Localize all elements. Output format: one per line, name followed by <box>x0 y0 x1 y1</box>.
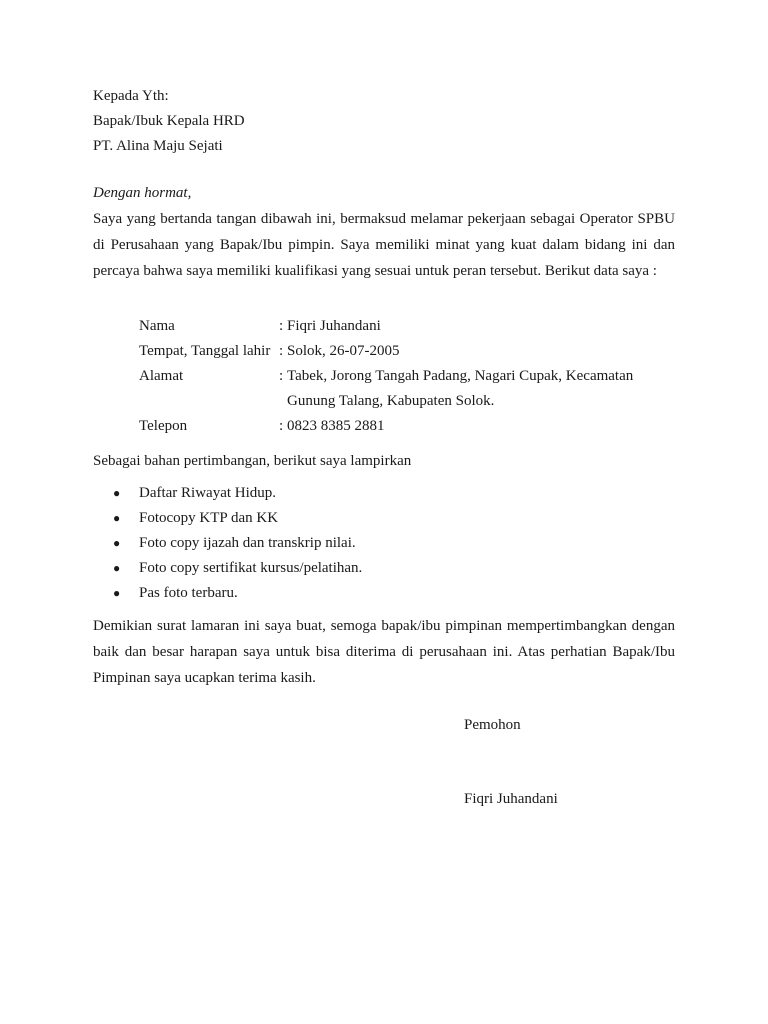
data-row-phone <box>139 414 677 439</box>
data-value: Tabek, Jorong Tangah Padang, Nagari Cupak, Kecamatan Gunung Talang, Kabupaten Solok. <box>287 368 634 409</box>
data-colon: : <box>279 343 284 359</box>
attachments-list <box>113 481 362 606</box>
list-item <box>113 556 362 581</box>
salutation: Dengan hormat, <box>93 185 192 201</box>
bullet-icon: ● <box>113 486 121 500</box>
data-row-address <box>139 364 677 414</box>
recipient-line-2: Bapak/Ibuk Kepala HRD <box>93 113 245 129</box>
data-colon: : <box>279 318 284 334</box>
data-label: Alamat <box>139 368 184 384</box>
signature-role: Pemohon <box>464 717 521 733</box>
closing-paragraph: Demikian surat lamaran ini saya buat, semoga bapak/ibu pimpinan mempertimbangkan dengan baik dan besar harapan saya untuk bisa diterima di perusahaan ini. Atas perhatian Bapak/Ibu Pimpinan saya ucapkan terima kasih. <box>93 618 675 686</box>
recipient-line-1: Kepada Yth: <box>93 88 169 104</box>
bullet-icon: ● <box>113 536 121 550</box>
signature-name: Fiqri Juhandani <box>464 791 558 807</box>
intro-paragraph: Saya yang bertanda tangan dibawah ini, bermaksud melamar pekerjaan sebagai Operator SPBU di Perusahaan yang Bapak/Ibu pimpin. Saya memiliki minat yang kuat dalam bidang ini dan percaya bahwa saya memiliki kualifikasi yang sesuai untuk peran tersebut. Berikut data saya : <box>93 211 675 279</box>
bullet-icon: ● <box>113 586 121 600</box>
list-item-text: Fotocopy KTP dan KK <box>139 510 279 526</box>
bullet-icon: ● <box>113 511 121 525</box>
data-row-name <box>139 314 677 339</box>
data-colon: : <box>279 368 284 384</box>
list-item <box>113 531 362 556</box>
recipient-line-3: PT. Alina Maju Sejati <box>93 138 223 154</box>
data-label: Nama <box>139 318 175 334</box>
data-value: 0823 8385 2881 <box>287 418 385 434</box>
attachments-intro: Sebagai bahan pertimbangan, berikut saya lampirkan <box>93 453 412 469</box>
data-value: Fiqri Juhandani <box>287 318 381 334</box>
bullet-icon: ● <box>113 561 121 575</box>
data-value: Solok, 26-07-2005 <box>287 343 400 359</box>
list-item-text: Foto copy sertifikat kursus/pelatihan. <box>139 560 363 576</box>
list-item <box>113 581 362 606</box>
data-colon: : <box>279 418 284 434</box>
list-item-text: Daftar Riwayat Hidup. <box>139 485 277 501</box>
data-label: Telepon <box>139 418 188 434</box>
list-item-text: Pas foto terbaru. <box>139 585 238 601</box>
personal-data-table <box>139 314 677 439</box>
list-item <box>113 506 362 531</box>
data-label: Tempat, Tanggal lahir <box>139 343 271 359</box>
recipient-address <box>93 84 675 159</box>
list-item-text: Foto copy ijazah dan transkrip nilai. <box>139 535 356 551</box>
data-row-birth <box>139 339 677 364</box>
list-item <box>113 481 362 506</box>
